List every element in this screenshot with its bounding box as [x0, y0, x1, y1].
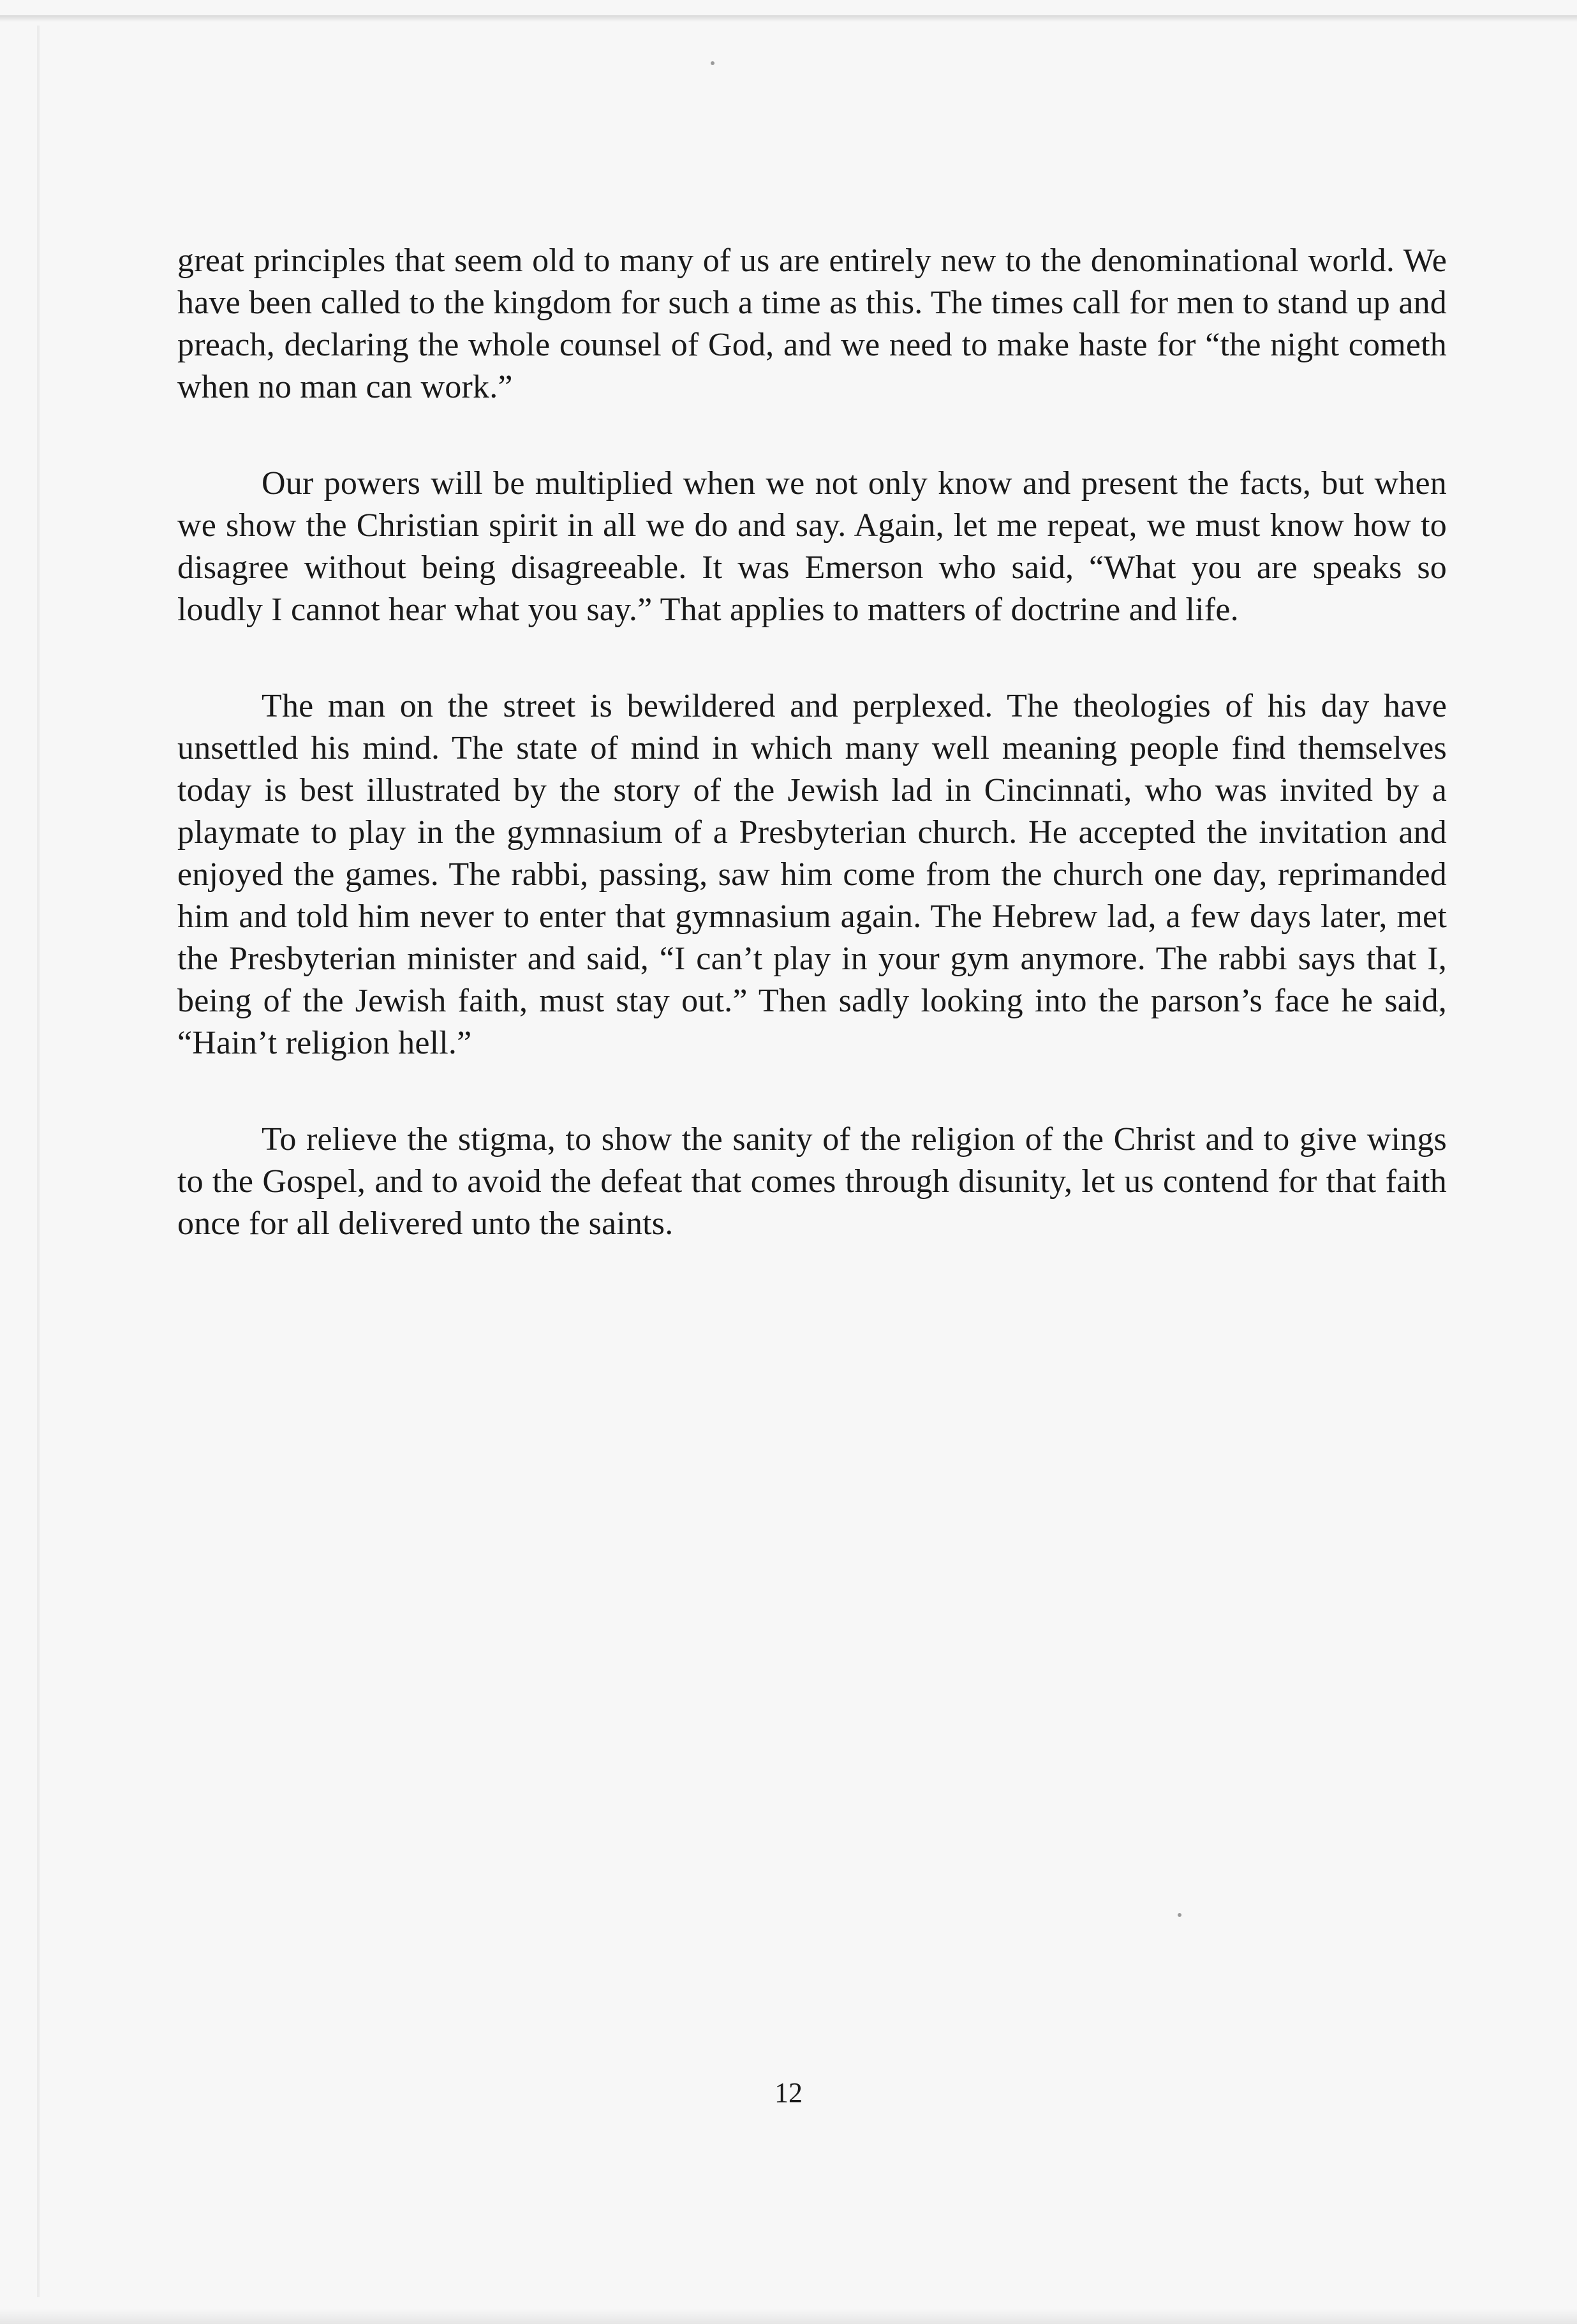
paragraph-2: Our powers will be multiplied when we not only know and present the facts, but when we show the Christian spirit in all we do and say. Again, let me repeat, we must know how to disagree without being disagreeable. It was Emerson who said, “What you are speaks so loudly I cannot hear what you say.” That applies to matters of doctrine and life.	[177, 465, 1447, 628]
page-top-edge	[0, 15, 1577, 22]
page-left-edge	[37, 26, 40, 2297]
body-text	[177, 240, 1447, 1245]
page-bottom-edge	[0, 2309, 1577, 2324]
paper-speck	[1178, 1913, 1181, 1917]
paragraph-1: great principles that seem old to many of us are entirely new to the denominational world. We have been called to the kingdom for such a time as this. The times call for men to stand up and preach, declaring the whole counsel of God, and we need to make haste for “the night cometh when no man can work.”	[177, 242, 1447, 405]
paper-speck	[711, 61, 714, 65]
paragraph-3: The man on the street is bewildered and perplexed. The theologies of his day have unsettled his mind. The state of mind in which many well meaning people find themselves today is best illustrated by the story of the Jewish lad in Cincinnati, who was invited by a playmate to play in the gymnasium of a Presbyterian church. He accepted the invitation and enjoyed the games. The rabbi, passing, saw him come from the church one day, reprimanded him and told him never to enter that gymnasium again. The Hebrew lad, a few days later, met the Presbyterian minister and said, “I can’t play in your gym anymore. The rabbi says that I, being of the Jewish faith, must stay out.” Then sadly looking into the parson’s face he said, “Hain’t religion hell.”	[177, 688, 1447, 1061]
page-number: 12	[774, 2077, 803, 2108]
paragraph-4: To relieve the stigma, to show the sanity of the religion of the Christ and to give wings to the Gospel, and to avoid the defeat that comes through disunity, let us contend for that faith once for all delivered unto the saints.	[177, 1121, 1447, 1242]
